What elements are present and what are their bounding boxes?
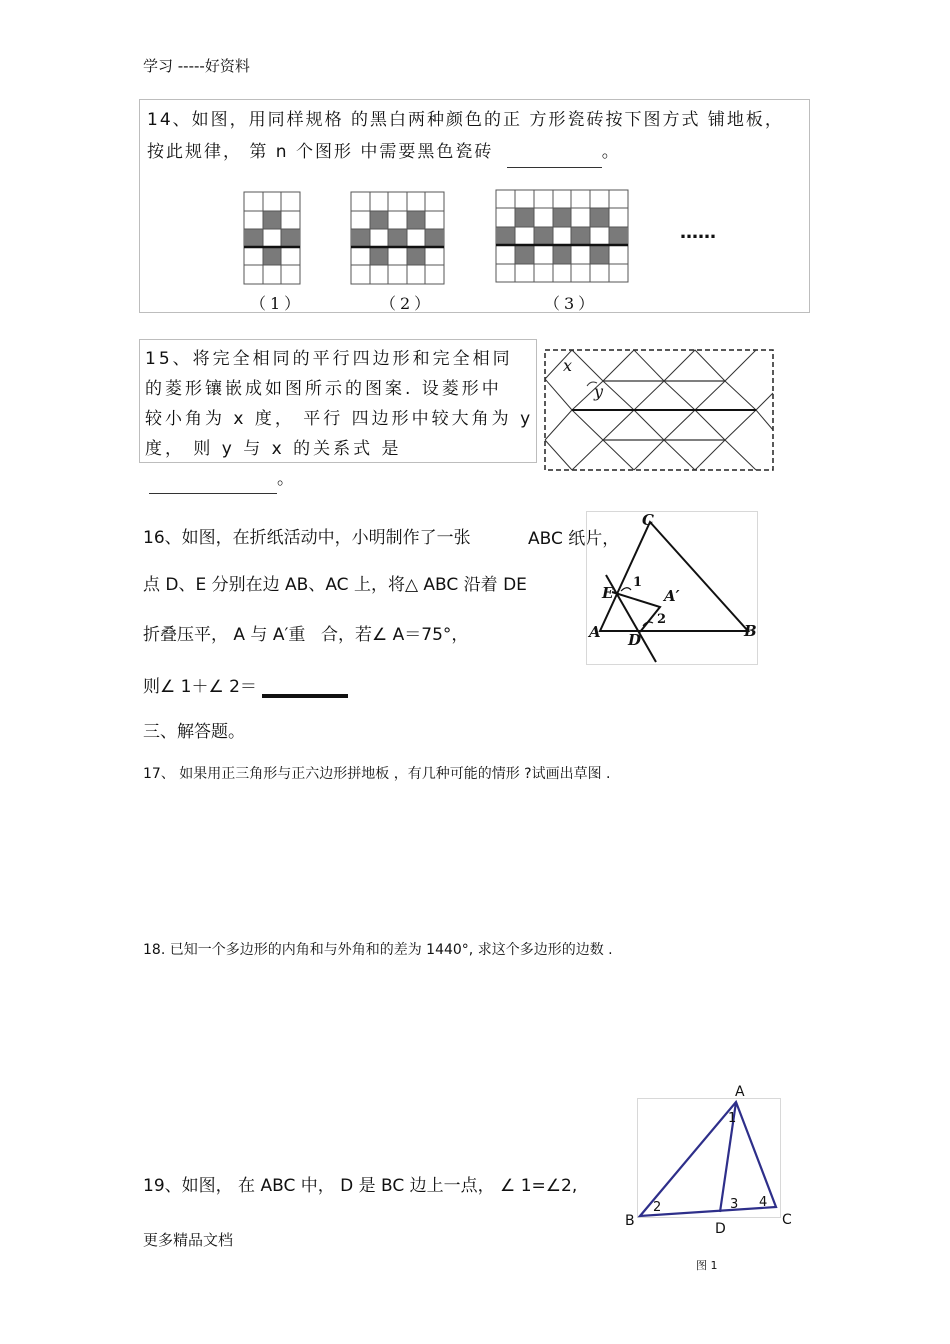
q19-line (143, 1175, 577, 1197)
q15-line4-row (145, 434, 535, 494)
q14-ellipsis: …… (680, 222, 716, 243)
q15-text (145, 344, 535, 494)
q19-label-4: 4 (759, 1195, 768, 1210)
q15-fig-x: x (563, 356, 573, 375)
page-header: 学习 -----好资料 (143, 57, 250, 75)
q18-text: 18. 已知一个多边形的内角和与外角和的差为 1440°, 求这个多边形的边数 . (143, 942, 613, 958)
q19-label-D: D (715, 1221, 726, 1237)
q19-triangle-figure (620, 1080, 800, 1250)
q14-caption-1: （1） (250, 294, 305, 313)
q16-label-1: 1 (633, 575, 643, 590)
q19-label-A: A (735, 1084, 745, 1100)
q16-line3b: 合，若∠ A＝75°， (321, 625, 469, 645)
q14-caption-2: （2） (380, 294, 435, 313)
q14-line2-row (147, 136, 802, 168)
q15-answer-blank[interactable] (149, 473, 277, 494)
q16-label-E: E (602, 584, 614, 602)
q14-figure-3 (496, 190, 628, 282)
q16-line1a: 、如图，在折纸活动中，小明制作了一张 (164, 528, 471, 548)
q16-label-A-prime: A′ (664, 587, 680, 605)
q19-num: 19 (143, 1176, 165, 1196)
q14-line1: 14、如图，用同样规格 的黑白两种颜色的正 方形瓷砖按下图方式 铺地板， (147, 110, 784, 130)
q14-line2: 按此规律， 第 n 个图形 中需要黑色瓷砖 (147, 142, 494, 162)
q19-label-2: 2 (653, 1200, 662, 1215)
q15-line1: 15、将完全相同的平行四边形和完全相同 (145, 349, 513, 369)
q16-label-C: C (642, 511, 654, 529)
q16-answer-blank[interactable] (262, 674, 348, 698)
q16-label-2: 2 (657, 612, 667, 627)
q16-label-B: B (744, 622, 757, 640)
q14-answer-blank[interactable] (507, 147, 602, 168)
q19-label-C: C (782, 1212, 792, 1228)
q16-line4: 则∠ 1＋∠ 2＝ (143, 677, 257, 697)
q14-text (147, 104, 802, 168)
q14-figure-1 (244, 192, 300, 284)
q14-caption-3: （3） (544, 294, 599, 313)
q19-figure-caption: 图 1 (696, 1259, 718, 1272)
q16-line2: 点 D、E 分别在边 AB、AC 上，将△ ABC 沿着 DE (143, 575, 527, 595)
section-3-title: 三、解答题。 (143, 722, 245, 742)
q16-line4-row (143, 674, 348, 698)
q16-label-D: D (628, 631, 642, 649)
q16-line3a: 折叠压平， A 与 A′重 (143, 625, 306, 645)
q19-label-B: B (625, 1213, 635, 1229)
q19-text: 、如图， 在 ABC 中， D 是 BC 边上一点， ∠ 1=∠2, (164, 1176, 578, 1196)
q19-label-3: 3 (730, 1197, 739, 1212)
q14-end: 。 (601, 142, 621, 162)
q15-end: 。 (277, 469, 297, 489)
q14-figure-2 (351, 192, 444, 284)
q16-num: 16 (143, 528, 165, 548)
q16-line1 (143, 527, 471, 549)
q16-line1b: ABC 纸片， (528, 529, 620, 549)
q17-text: 17、 如果用正三角形与正六边形拼地板 ，有几种可能的情形 ?试画出草图 . (143, 766, 611, 782)
q15-line4: 度， 则 y 与 x 的关系式 是 (145, 439, 402, 459)
q15-line3: 较小角为 x 度， 平行 四边形中较大角为 y (145, 409, 534, 429)
q15-tessellation-figure (540, 345, 778, 477)
q16-label-A: A (589, 623, 601, 641)
q15-line2: 的菱形镶嵌成如图所示的图案. 设菱形中 (145, 379, 502, 399)
q15-fig-y: y (594, 382, 604, 401)
page-footer: 更多精品文档 (143, 1231, 234, 1249)
q19-label-1: 1 (728, 1111, 737, 1126)
